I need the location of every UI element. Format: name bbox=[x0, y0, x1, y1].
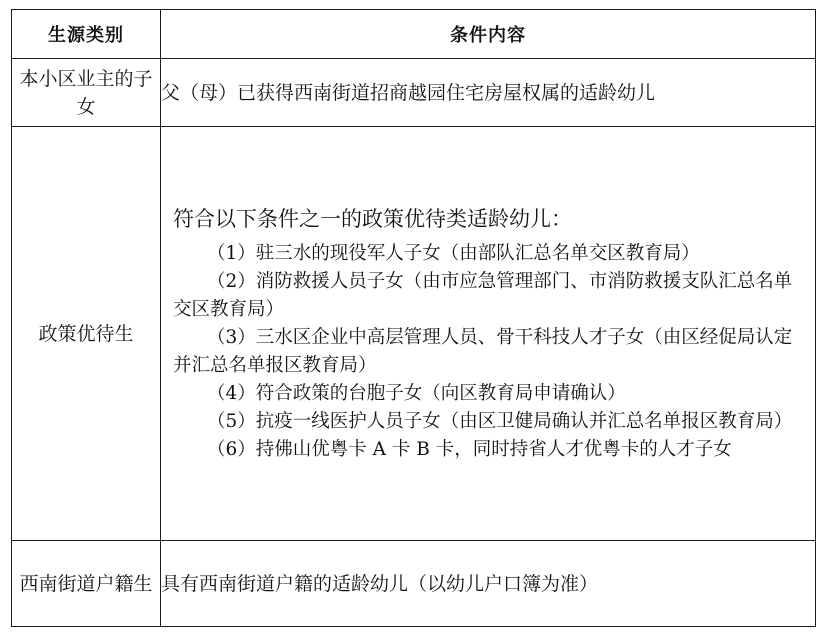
category-cell-policy-preferential: 政策优待生 bbox=[12, 127, 161, 541]
condition-cell-owner-children: 父（母）已获得西南街道招商越园住宅房屋权属的适龄幼儿 bbox=[161, 59, 816, 127]
category-cell-owner-children: 本小区业主的子女 bbox=[12, 59, 161, 127]
policy-conditions-block bbox=[161, 204, 815, 464]
category-cell-local-residents: 西南街道户籍生 bbox=[12, 541, 161, 627]
policy-condition-item: （4）符合政策的台胞子女（向区教育局申请确认） bbox=[207, 382, 626, 404]
admission-categories-table bbox=[11, 9, 816, 627]
header-category: 生源类别 bbox=[12, 10, 161, 59]
condition-cell-local-residents: 具有西南街道户籍的适龄幼儿（以幼儿户口簿为准） bbox=[161, 541, 816, 627]
table-row bbox=[12, 541, 816, 627]
policy-condition-item: （6）持佛山优粤卡 A 卡 B 卡，同时持省人才优粤卡的人才子女 bbox=[207, 438, 732, 460]
table-row bbox=[12, 59, 816, 127]
policy-condition-list bbox=[173, 240, 803, 464]
policy-condition-item: （1）驻三水的现役军人子女（由部队汇总名单交区教育局） bbox=[207, 242, 700, 264]
table-header-row bbox=[12, 10, 816, 59]
header-conditions: 条件内容 bbox=[161, 10, 816, 59]
table-row bbox=[12, 127, 816, 541]
policy-condition-item: （2）消防救援人员子女（由市应急管理部门、市消防救援支队汇总名单交区教育局） bbox=[173, 270, 793, 320]
condition-cell-policy-preferential bbox=[161, 127, 816, 541]
policy-condition-item: （3）三水区企业中高层管理人员、骨干科技人才子女（由区经促局认定并汇总名单报区教育局） bbox=[173, 326, 793, 376]
policy-intro-text: 符合以下条件之一的政策优待类适龄幼儿： bbox=[173, 206, 572, 231]
policy-condition-item: （5）抗疫一线医护人员子女（由区卫健局确认并汇总名单报区教育局） bbox=[207, 410, 793, 432]
